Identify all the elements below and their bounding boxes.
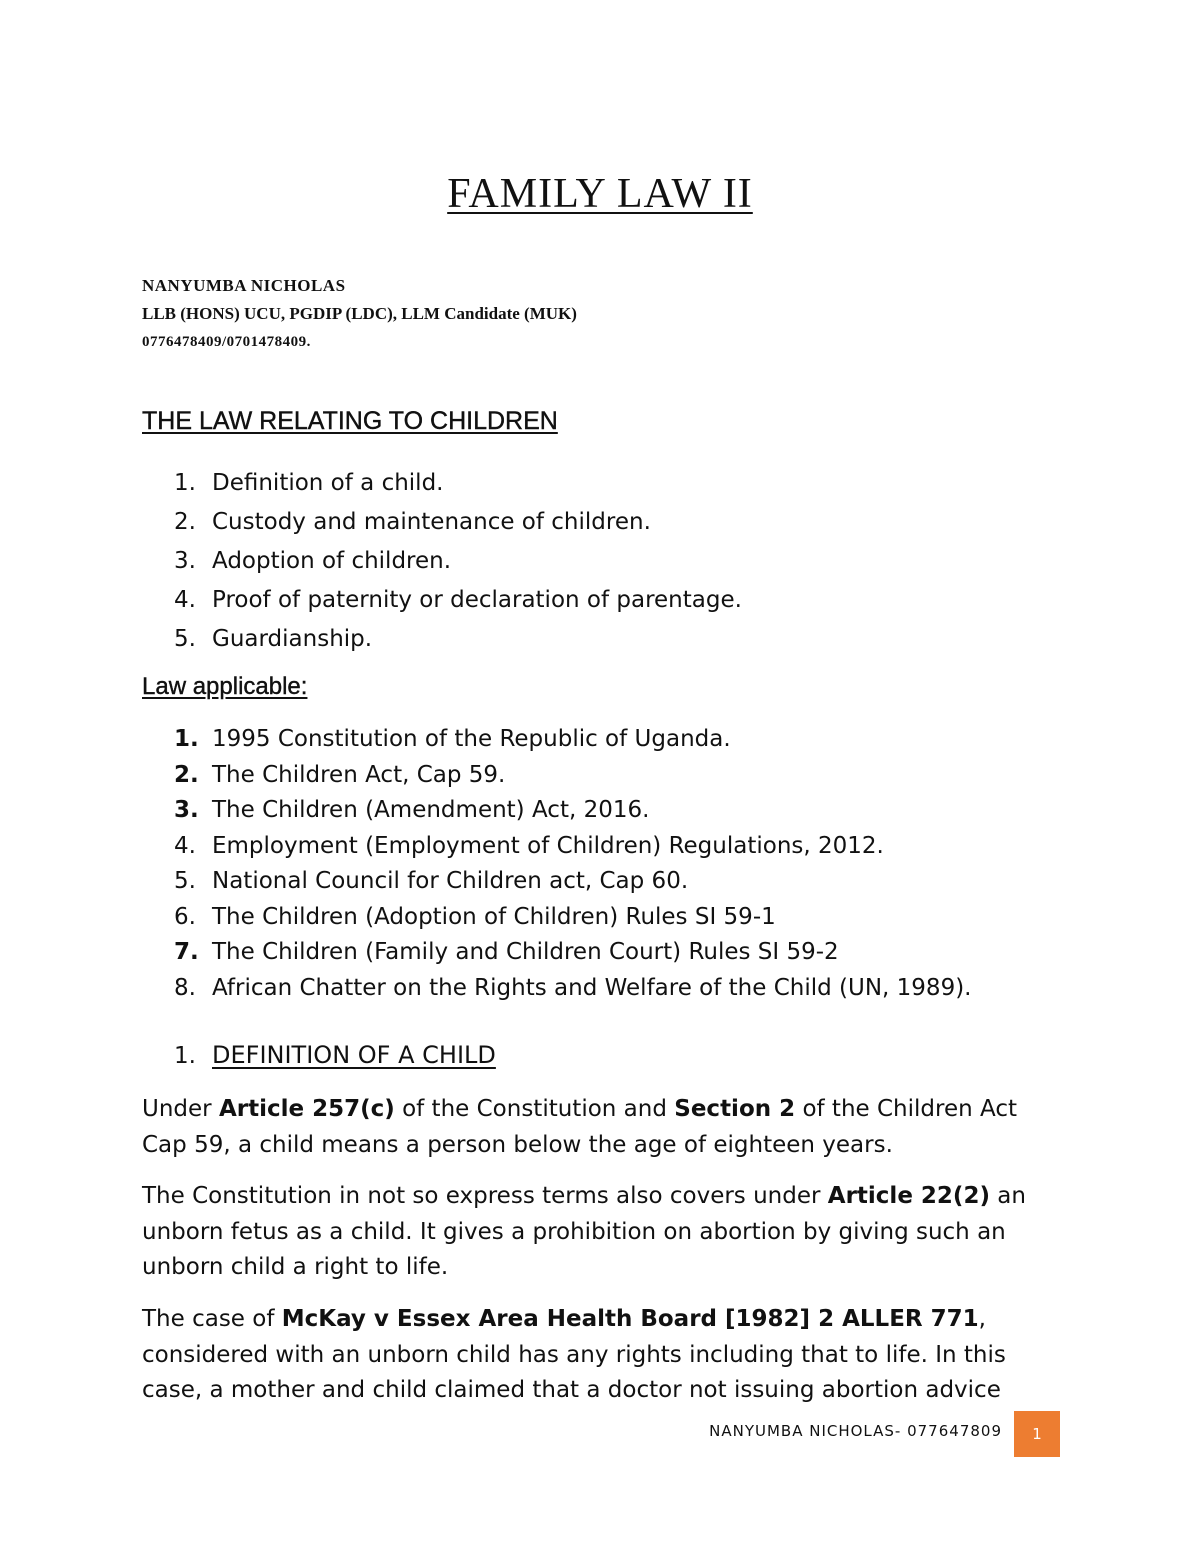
list-item (142, 935, 971, 971)
paragraph-definition (142, 1092, 1062, 1163)
list-number: 5. (174, 868, 196, 894)
list-item (142, 829, 971, 865)
section-title: DEFINITION OF A CHILD (212, 1041, 496, 1069)
text-run: of the Children Act Cap 59, a child means a person below the age of eighteen years. (142, 1096, 1017, 1158)
document-title: FAMILY LAW II (447, 171, 753, 217)
list-text: National Council for Children act, Cap 60. (212, 868, 689, 894)
list-item (142, 620, 742, 659)
list-text: 1995 Constitution of the Republic of Uganda. (212, 726, 731, 752)
list-text: Employment (Employment of Children) Regulations, 2012. (212, 832, 884, 859)
list-item (142, 722, 971, 758)
paragraph-case (142, 1302, 1062, 1409)
section-heading: THE LAW RELATING TO CHILDREN (142, 407, 558, 435)
author-block (142, 272, 577, 356)
list-number: 5. (174, 626, 196, 652)
list-text: The Children (Amendment) Act, 2016. (212, 797, 650, 823)
bold-citation: Article 22(2) (827, 1183, 990, 1209)
list-text: Proof of paternity or declaration of parentage. (212, 587, 742, 613)
list-item (142, 503, 742, 542)
list-item (142, 758, 971, 794)
paragraph-unborn-fetus (142, 1179, 1062, 1286)
text-run: an unborn fetus as a child. It gives a prohibition on abortion by giving such an unborn child a right to life. (142, 1183, 1026, 1280)
list-number: 4. (174, 587, 196, 613)
text-run: The Constitution in not so express terms also covers under (142, 1183, 828, 1209)
text-run: , considered with an unborn child has any rights including that to life. In this case, a mother and child claimed that a doctor not issuing abortion advice (142, 1306, 1006, 1403)
list-item (142, 581, 742, 620)
topics-list (142, 464, 742, 659)
list-text: Definition of a child. (212, 470, 444, 496)
list-item (142, 971, 971, 1007)
list-number: 7. (174, 939, 199, 965)
list-item (142, 542, 742, 581)
list-number: 1. (174, 726, 199, 752)
list-text: The Children Act, Cap 59. (212, 761, 506, 788)
bold-citation: Section 2 (674, 1096, 796, 1122)
list-number: 2. (174, 509, 196, 535)
list-text: Custody and maintenance of children. (212, 509, 651, 535)
author-name: NANYUMBA NICHOLAS (142, 276, 346, 295)
list-item (142, 864, 971, 900)
list-number: 4. (174, 832, 196, 859)
list-item (142, 900, 971, 936)
bold-citation: Article 257(c) (218, 1096, 395, 1122)
list-text: Guardianship. (212, 626, 373, 652)
author-phone: 0776478409/0701478409. (142, 334, 311, 350)
text-run: of the Constitution and (394, 1096, 675, 1122)
list-number: 1. (174, 470, 196, 496)
list-text: The Children (Adoption of Children) Rules SI 59-1 (212, 903, 776, 930)
list-number: 3. (174, 797, 199, 823)
list-number: 8. (174, 974, 196, 1001)
list-number: 2. (174, 761, 199, 788)
list-number: 3. (174, 548, 196, 574)
list-item (142, 464, 742, 503)
list-text: Adoption of children. (212, 548, 452, 574)
laws-list (142, 722, 971, 1006)
list-text: African Chatter on the Rights and Welfare of the Child (UN, 1989). (212, 974, 972, 1001)
bold-case-name: McKay v Essex Area Health Board [1982] 2 ALLER 771 (281, 1306, 979, 1332)
footer-author: NANYUMBA NICHOLAS- 077647809 (709, 1422, 1002, 1440)
list-number: 6. (174, 903, 196, 930)
author-qualifications: LLB (HONS) UCU, PGDIP (LDC), LLM Candidate (MUK) (142, 304, 577, 323)
list-item (142, 793, 971, 829)
page-number-badge: 1 (1014, 1411, 1060, 1457)
law-applicable-heading: Law applicable: (142, 673, 308, 700)
text-run: The case of (142, 1306, 282, 1332)
definition-section-heading (174, 1041, 496, 1069)
text-run: Under (142, 1096, 219, 1122)
list-text: The Children (Family and Children Court) Rules SI 59-2 (212, 939, 839, 965)
section-number: 1. (174, 1043, 196, 1069)
